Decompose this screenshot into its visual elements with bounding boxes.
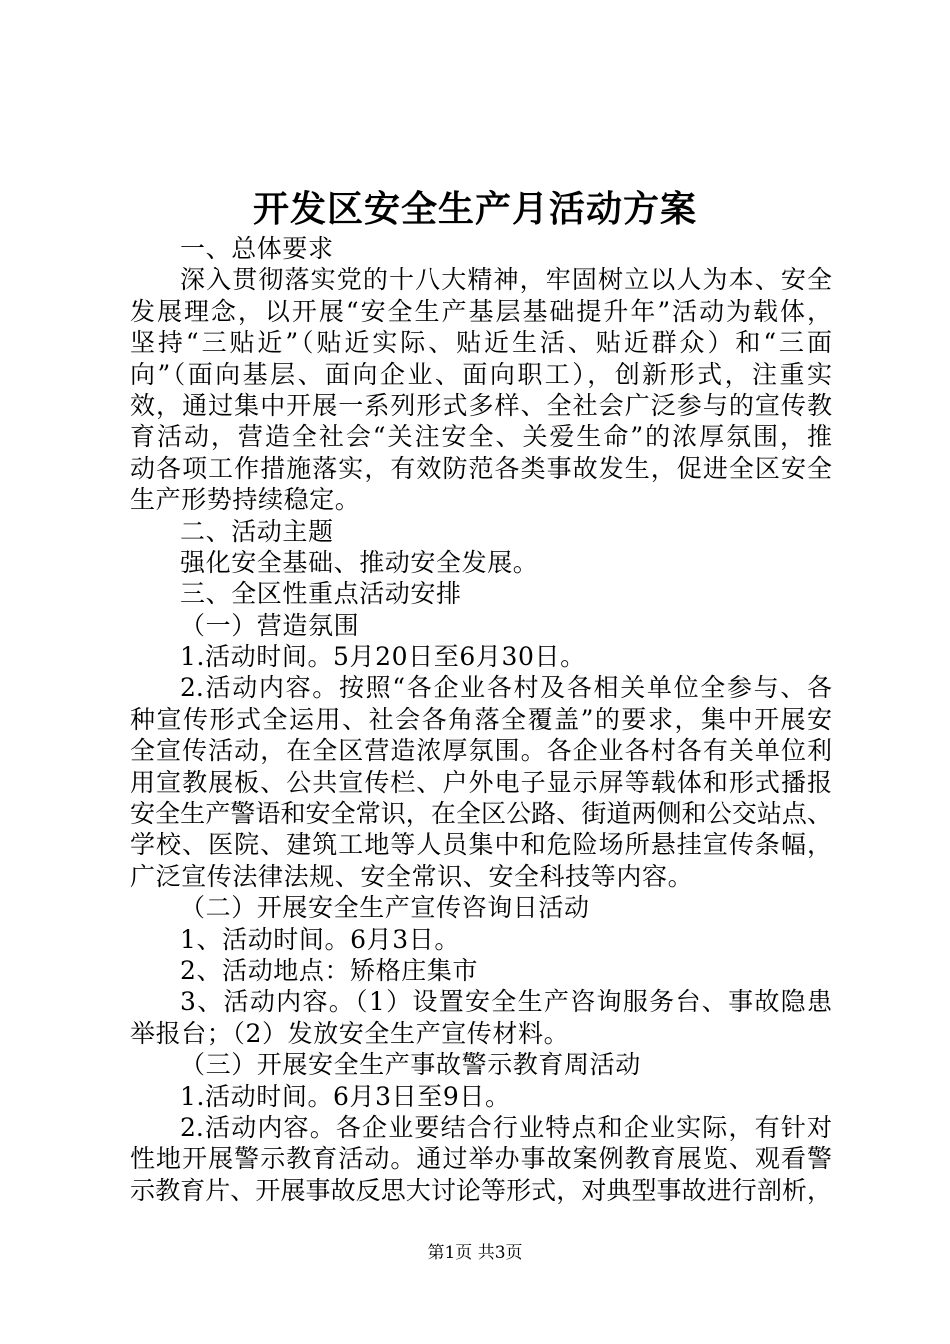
text-line: 用宣教展板、公共宣传栏、户外电子显示屏等载体和形式播报 [130,767,832,797]
text-line: （三）开展安全生产事故警示教育周活动 [180,1050,641,1080]
text-line: 全宣传活动，在全区营造浓厚氛围。各企业各村各有关单位利 [130,736,832,766]
text-line: 1.活动时间。6月3日至9日。 [180,1081,511,1111]
text-line: 学校、医院、建筑工地等人员集中和危险场所悬挂宣传条幅， [130,830,832,860]
text-line: 1、活动时间。6月3日。 [180,924,460,954]
text-line: 3、活动内容。（1）设置安全生产咨询服务台、事故隐患 [180,987,832,1017]
text-line: 一、总体要求 [180,234,334,263]
text-line: 强化安全基础、推动安全发展。 [180,547,539,577]
text-line: 动各项工作措施落实，有效防范各类事故发生，促进全区安全 [130,453,832,483]
text-line: 举报台；（2）发放安全生产宣传材料。 [130,1018,570,1048]
text-line: 2.活动内容。各企业要结合行业特点和企业实际，有针对 [180,1112,832,1142]
text-line: 2.活动内容。按照“各企业各村及各相关单位全参与、各 [180,673,832,703]
text-line: 深入贯彻落实党的十八大精神，牢固树立以人为本、安全 [180,265,832,295]
text-line: 效，通过集中开展一系列形式多样、全社会广泛参与的宣传教 [130,390,832,420]
text-line: 三、全区性重点活动安排 [180,579,462,609]
text-line: 育活动，营造全社会“关注安全、关爱生命”的浓厚氛围，推 [130,422,832,452]
text-line: 1.活动时间。5月20日至6月30日。 [180,642,586,672]
text-line: 广泛宣传法律法规、安全常识、安全科技等内容。 [130,861,694,891]
text-line: （一）营造氛围 [180,610,360,640]
document-body [130,233,832,1206]
text-line: 向”（面向基层、面向企业、面向职工），创新形式，注重实 [130,359,832,389]
document-title: 开发区安全生产月活动方案 [252,188,697,230]
text-line: （二）开展安全生产宣传咨询日活动 [180,893,590,923]
text-line: 坚持“三贴近”（贴近实际、贴近生活、贴近群众）和“三面 [130,328,832,358]
text-line: 性地开展警示教育活动。通过举办事故案例教育展览、观看警 [130,1144,832,1174]
text-line: 发展理念，以开展“安全生产基层基础提升年”活动为载体， [130,296,832,326]
text-line: 二、活动主题 [180,516,334,546]
page-footer: 第1页 共3页 [427,1243,523,1263]
text-line: 种宣传形式全运用、社会各角落全覆盖”的要求，集中开展安 [130,704,832,734]
text-line: 示教育片、开展事故反思大讨论等形式，对典型事故进行剖析， [130,1175,832,1205]
text-line: 2、活动地点：矫格庄集市 [180,955,479,985]
text-line: 安全生产警语和安全常识，在全区公路、街道两侧和公交站点、 [130,799,832,829]
text-line: 生产形势持续稳定。 [130,485,361,515]
